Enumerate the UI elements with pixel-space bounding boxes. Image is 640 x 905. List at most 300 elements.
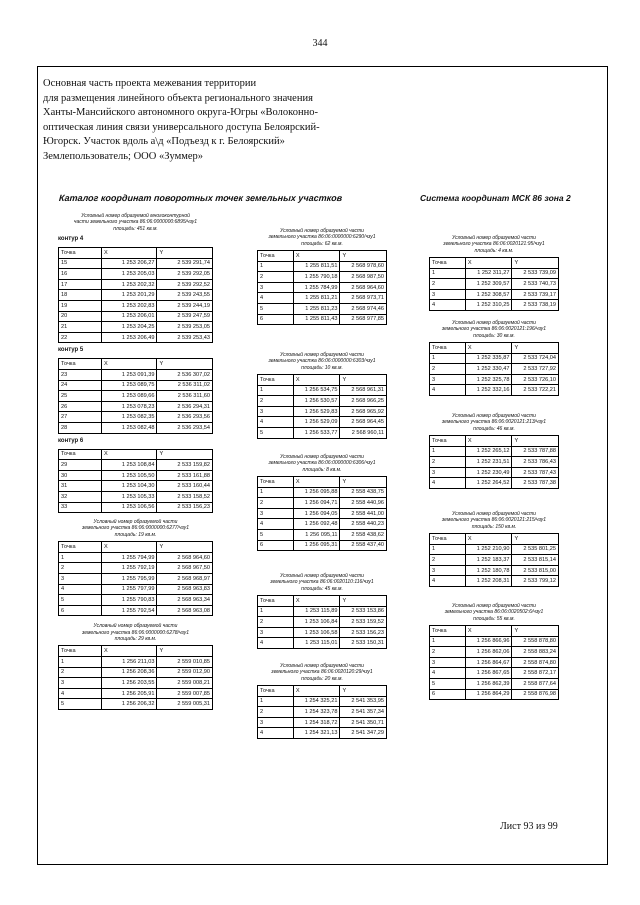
table-cell: 2 533 726,10 (512, 374, 559, 385)
table-cell: 2 558 438,62 (340, 529, 387, 540)
col-header: X (465, 343, 512, 354)
table-cell: 2 541 350,71 (340, 717, 387, 728)
table-cell: 1 256 094,05 (293, 508, 340, 519)
area-caption (58, 623, 213, 642)
table-cell: 15 (59, 258, 102, 269)
table-row (258, 707, 387, 718)
table-cell: 1 255 795,99 (102, 573, 157, 584)
coord-table (257, 595, 387, 649)
table-cell: 2 533 738,19 (512, 300, 559, 311)
col-header: Точка (258, 686, 294, 697)
table-cell: 1 256 867,65 (465, 668, 512, 679)
table-cell: 3 (430, 565, 466, 576)
coord-table (257, 250, 387, 325)
table-header (59, 359, 213, 370)
caption-line: Условный номер образуемой части (280, 352, 364, 358)
table-cell: 1 (258, 487, 294, 498)
table-row (59, 369, 213, 380)
table-cell: 1 256 095,11 (293, 529, 340, 540)
table-cell: 2 559 010,85 (157, 656, 213, 667)
table-cell: 1 253 201,29 (102, 290, 157, 301)
table-row (258, 519, 387, 530)
table-cell: 2 558 874,80 (512, 657, 559, 668)
col-header: Y (157, 542, 213, 553)
caption-line: площадь: 10 кв.м. (301, 364, 343, 371)
table-cell: 2 533 815,00 (512, 565, 559, 576)
caption-line: земельного участка 86:06:0000000:6277/чзу1 (82, 525, 189, 532)
col-header: X (293, 596, 340, 607)
table-row (258, 303, 387, 314)
caption-line: Условный номер образуемой части (93, 519, 178, 526)
table-cell: 2 533 799,12 (512, 576, 559, 587)
table-cell: 1 252 231,51 (465, 457, 512, 468)
table-cell: 2 (430, 647, 466, 658)
table-cell: 1 253 106,58 (293, 627, 340, 638)
area-caption (257, 352, 387, 371)
table-header (59, 449, 213, 460)
table-row (59, 699, 213, 710)
table-cell: 3 (258, 717, 294, 728)
table-cell: 2 558 876,98 (512, 689, 559, 700)
table-row (59, 656, 213, 667)
table-cell: 1 252 208,31 (465, 576, 512, 587)
table-cell: 2 539 253,43 (157, 332, 213, 343)
table-cell: 19 (59, 300, 102, 311)
col-header: X (293, 686, 340, 697)
table-row (430, 374, 559, 385)
table-cell: 2 (59, 667, 102, 678)
table-cell: 2 533 724,04 (512, 353, 559, 364)
table-row (258, 617, 387, 628)
col-header: X (293, 477, 340, 488)
table-row (430, 657, 559, 668)
caption-line: земельного участка 86:06:0000000:6278/чзу1 (82, 629, 189, 636)
table-cell: 6 (430, 689, 466, 700)
table-cell: 1 254 318,72 (293, 717, 340, 728)
coord-table (429, 435, 559, 489)
area-caption (58, 213, 213, 232)
caption-line: земельного участка 86:06:0000000:6290/чзу1 (268, 234, 376, 241)
table-cell: 2 533 739,09 (512, 268, 559, 279)
table-cell: 1 252 310,25 (465, 300, 512, 311)
coord-table (58, 358, 213, 433)
table-row (59, 391, 213, 402)
caption-line: земельного участка 86:06:0000000:6306/чзу1 (268, 460, 376, 467)
caption-line: Условный номер образуемой части (280, 573, 364, 579)
table-cell: 2 558 872,17 (512, 668, 559, 679)
table-cell: 3 (59, 678, 102, 689)
table-row (430, 544, 559, 555)
col-header: Точка (258, 596, 294, 607)
table-row (59, 332, 213, 343)
table-cell: 1 252 308,57 (465, 289, 512, 300)
table-cell: 1 256 864,29 (465, 689, 512, 700)
table-row (430, 576, 559, 587)
area-caption (257, 573, 387, 592)
table-cell: 1 254 323,78 (293, 707, 340, 718)
caption-line: площадь: 19 кв.м. (114, 531, 157, 538)
table-row (59, 552, 213, 563)
table-cell: 3 (430, 374, 466, 385)
table-row (59, 290, 213, 301)
table-cell: 1 252 264,52 (465, 478, 512, 489)
table-cell: 2 (258, 396, 294, 407)
table-cell: 1 (430, 446, 466, 457)
table-cell: 33 (59, 502, 102, 513)
table-cell: 2 558 440,23 (340, 519, 387, 530)
table-cell: 4 (430, 668, 466, 679)
table-cell: 1 253 206,27 (102, 258, 157, 269)
table-row (59, 460, 213, 471)
header-line: оптическая линия связи универсального доступа Белоярский- (43, 121, 320, 133)
table-cell: 1 252 335,87 (465, 353, 512, 364)
table-row (258, 638, 387, 649)
col-header: Точка (258, 251, 294, 262)
table-cell: 1 253 206,49 (102, 332, 157, 343)
table-cell: 1 (430, 268, 466, 279)
table-cell: 1 252 311,27 (465, 268, 512, 279)
table-cell: 1 253 089,75 (102, 380, 157, 391)
table-row (59, 573, 213, 584)
table-cell: 21 (59, 322, 102, 333)
table-cell: 2 533 156,23 (340, 627, 387, 638)
table-cell: 1 253 105,50 (102, 470, 157, 481)
table-cell: 2 541 353,95 (340, 696, 387, 707)
table-cell: 2 558 883,24 (512, 647, 559, 658)
table-row (59, 688, 213, 699)
table-cell: 1 255 811,23 (293, 303, 340, 314)
table-cell: 2 533 159,82 (157, 460, 213, 471)
table-cell: 1 252 332,16 (465, 385, 512, 396)
table-row (430, 565, 559, 576)
table-row (430, 668, 559, 679)
catalog-title: Каталог координат поворотных точек земельных участков (58, 193, 343, 203)
col-header: Y (157, 449, 213, 460)
table-row (430, 689, 559, 700)
table-cell: 23 (59, 369, 102, 380)
table-row (59, 279, 213, 290)
table-row (430, 467, 559, 478)
table-cell: 2 (430, 555, 466, 566)
coord-table (58, 449, 213, 514)
caption-line: Условный номер образуемой части (280, 663, 364, 669)
table-row (430, 300, 559, 311)
sheet-footer: Лист 93 из 99 (500, 821, 558, 832)
table-header (430, 534, 559, 545)
caption-line: Условный номер образуемой части (452, 320, 536, 326)
table-cell: 1 256 203,55 (102, 678, 157, 689)
table-cell: 2 536 294,31 (157, 401, 213, 412)
table-cell: 2 533 786,43 (512, 457, 559, 468)
caption-line: площадь: 4 кв.м. (474, 247, 514, 254)
table-cell: 2 539 243,55 (157, 290, 213, 301)
table-cell: 2 533 158,52 (157, 491, 213, 502)
table-cell: 2 568 987,50 (340, 272, 387, 283)
table-cell: 2 (258, 272, 294, 283)
table-cell: 2 568 973,71 (340, 293, 387, 304)
caption-line: Условный номер образуемой части (280, 228, 364, 234)
table-cell: 1 255 794,99 (102, 552, 157, 563)
table-cell: 1 256 862,39 (465, 678, 512, 689)
table-cell: 26 (59, 401, 102, 412)
table-cell: 28 (59, 422, 102, 433)
table-row (59, 502, 213, 513)
col-header: Точка (59, 449, 102, 460)
caption-line: Условный номер образуемой части (280, 454, 364, 460)
table-row (430, 478, 559, 489)
table-cell: 1 253 108,84 (102, 460, 157, 471)
table-cell: 1 252 183,37 (465, 555, 512, 566)
area-caption (429, 511, 559, 530)
col-header: Точка (59, 359, 102, 370)
table-cell: 3 (430, 289, 466, 300)
table-row (258, 696, 387, 707)
table-row (258, 508, 387, 519)
coord-table (58, 645, 213, 710)
table-row (258, 498, 387, 509)
table-cell: 5 (258, 303, 294, 314)
table-cell: 4 (430, 478, 466, 489)
table-cell: 2 533 722,21 (512, 385, 559, 396)
header-line: Югорск. Участок вдоль а\д «Подъезд к г. Белоярский» (43, 136, 285, 147)
table-cell: 1 256 211,03 (102, 656, 157, 667)
table-cell: 1 252 210,90 (465, 544, 512, 555)
table-row (430, 385, 559, 396)
table-cell: 2 539 291,74 (157, 258, 213, 269)
table-row (430, 279, 559, 290)
table-cell: 2 539 292,05 (157, 269, 213, 280)
table-cell: 4 (59, 688, 102, 699)
table-cell: 31 (59, 481, 102, 492)
table-cell: 5 (430, 678, 466, 689)
col-header: Y (340, 251, 387, 262)
table-row (258, 406, 387, 417)
table-cell: 1 253 202,83 (102, 300, 157, 311)
coord-table (58, 247, 213, 343)
table-cell: 2 536 293,54 (157, 422, 213, 433)
table-cell: 27 (59, 412, 102, 423)
table-row (258, 529, 387, 540)
area-caption (257, 228, 387, 247)
area-caption (429, 413, 559, 432)
table-cell: 2 533 161,88 (157, 470, 213, 481)
table-cell: 1 (258, 385, 294, 396)
table-cell: 2 (430, 457, 466, 468)
table-header (258, 251, 387, 262)
table-cell: 1 253 089,66 (102, 391, 157, 402)
table-cell: 2 539 244,19 (157, 300, 213, 311)
col-header: Y (157, 359, 213, 370)
table-row (59, 412, 213, 423)
table-row (59, 667, 213, 678)
coord-system: Система координат МСК 86 зона 2 (420, 193, 571, 203)
table-cell: 1 (59, 552, 102, 563)
col-header: Y (340, 375, 387, 386)
table-cell: 4 (258, 519, 294, 530)
coord-table (429, 342, 559, 396)
table-cell: 1 253 082,48 (102, 422, 157, 433)
table-cell: 1 253 115,01 (293, 638, 340, 649)
area-caption (429, 235, 559, 254)
table-row (258, 417, 387, 428)
table-row (258, 427, 387, 438)
col-header: Y (157, 248, 213, 259)
table-header (258, 596, 387, 607)
table-cell: 2 533 787,88 (512, 446, 559, 457)
table-cell: 1 254 325,21 (293, 696, 340, 707)
table-cell: 2 533 150,31 (340, 638, 387, 649)
caption-line: Условный номер образуемой части (452, 511, 536, 517)
table-cell: 1 256 094,71 (293, 498, 340, 509)
coord-table (429, 533, 559, 587)
table-header (430, 343, 559, 354)
caption-line: земельного участка 86:06:0020121:213/чзу1 (441, 419, 547, 426)
table-cell: 2 539 253,05 (157, 322, 213, 333)
table-header (258, 477, 387, 488)
table-cell: 2 (258, 498, 294, 509)
table-cell: 2 568 963,34 (157, 595, 213, 606)
caption-line: Условный номер образуемой многоконтурной (81, 213, 190, 219)
table-cell: 2 559 005,31 (157, 699, 213, 710)
table-cell: 1 (430, 544, 466, 555)
contour-label: контур 4 (58, 236, 84, 242)
table-cell: 29 (59, 460, 102, 471)
table-cell: 6 (59, 605, 102, 616)
caption-line: Условный номер образуемой части (452, 413, 536, 419)
table-cell: 1 255 811,43 (293, 314, 340, 325)
col-header: X (102, 646, 157, 657)
caption-line: земельного участка 86:06:0000000:6303/чзу1 (268, 358, 376, 365)
table-row (258, 396, 387, 407)
table-cell: 3 (430, 467, 466, 478)
col-header: Точка (59, 248, 102, 259)
table-cell: 2 536 311,02 (157, 380, 213, 391)
table-cell: 4 (59, 584, 102, 595)
table-cell: 3 (258, 627, 294, 638)
area-caption (58, 519, 213, 538)
table-cell: 2 (430, 279, 466, 290)
table-cell: 1 253 091,39 (102, 369, 157, 380)
table-cell: 3 (258, 282, 294, 293)
table-cell: 6 (258, 540, 294, 551)
col-header: Точка (59, 542, 102, 553)
contour-label: контур 6 (58, 437, 84, 444)
col-header: X (102, 248, 157, 259)
table-cell: 1 (430, 636, 466, 647)
caption-line: Условный номер образуемой части (93, 623, 178, 630)
table-cell: 2 568 966,25 (340, 396, 387, 407)
table-cell: 1 253 082,35 (102, 412, 157, 423)
table-cell: 2 541 347,29 (340, 728, 387, 739)
table-cell: 3 (59, 573, 102, 584)
area-caption (257, 454, 387, 473)
table-cell: 1 253 115,89 (293, 606, 340, 617)
col-header: Точка (258, 477, 294, 488)
table-cell: 1 252 265,12 (465, 446, 512, 457)
table-cell: 1 256 095,31 (293, 540, 340, 551)
table-cell: 3 (430, 657, 466, 668)
coord-table (429, 625, 559, 700)
caption-line: площадь: 20 кв.м. (301, 675, 343, 682)
table-cell: 2 (258, 707, 294, 718)
table-row (430, 289, 559, 300)
caption-line: земельного участка 86:06:0020110:116/чзу1 (270, 579, 374, 586)
table-cell: 2 533 156,23 (157, 502, 213, 513)
table-cell: 1 256 095,88 (293, 487, 340, 498)
table-cell: 1 253 202,32 (102, 279, 157, 290)
table-cell: 4 (258, 728, 294, 739)
table-cell: 2 558 437,40 (340, 540, 387, 551)
table-cell: 1 256 862,06 (465, 647, 512, 658)
table-row (430, 555, 559, 566)
table-cell: 2 568 964,60 (157, 552, 213, 563)
table-header (59, 646, 213, 657)
table-cell: 1 253 106,56 (102, 502, 157, 513)
table-cell: 2 533 787,43 (512, 467, 559, 478)
caption-line: земельного участка 86:06:0020120:29/чзу1 (271, 669, 373, 676)
table-cell: 2 558 877,64 (512, 678, 559, 689)
table-row (430, 636, 559, 647)
table-cell: 1 255 792,54 (102, 605, 157, 616)
table-cell: 2 533 153,86 (340, 606, 387, 617)
caption-line: земельного участка 86:06:0020121:95/чзу1 (443, 241, 545, 248)
table-cell: 1 256 530,57 (293, 396, 340, 407)
table-row (59, 605, 213, 616)
caption-line: площадь: 46 кв.м. (473, 425, 515, 432)
table-row (258, 606, 387, 617)
header-line: для размещения линейного объекта регионального значения (43, 92, 313, 104)
table-cell: 1 255 797,99 (102, 584, 157, 595)
table-header (430, 626, 559, 637)
caption-line: части земельного участка 86:06:0000000:6895/чзу1 (73, 219, 198, 226)
table-header (430, 258, 559, 269)
col-header: Точка (430, 258, 466, 269)
table-cell: 5 (258, 427, 294, 438)
table-cell: 2 568 965,92 (340, 406, 387, 417)
table-row (59, 300, 213, 311)
table-cell: 5 (59, 699, 102, 710)
header-line: Ханты-Мансийского автономного округа-Югры «Волоконно- (43, 107, 318, 118)
coord-table (429, 257, 559, 311)
header-line: Землепользователь; ООО «Зуммер» (43, 150, 204, 162)
col-header: Y (340, 596, 387, 607)
table-row (59, 595, 213, 606)
col-header: X (465, 258, 512, 269)
page-number: 344 (312, 38, 328, 49)
table-cell: 1 253 204,25 (102, 322, 157, 333)
table-cell: 1 256 092,48 (293, 519, 340, 530)
table-cell: 2 568 963,08 (157, 605, 213, 616)
table-cell: 1 252 180,78 (465, 565, 512, 576)
col-header: Y (512, 626, 559, 637)
table-cell: 1 255 811,21 (293, 293, 340, 304)
table-cell: 1 252 325,78 (465, 374, 512, 385)
table-cell: 1 253 106,84 (293, 617, 340, 628)
table-row (258, 487, 387, 498)
table-cell: 2 533 787,38 (512, 478, 559, 489)
table-cell: 6 (258, 314, 294, 325)
table-cell: 2 536 307,02 (157, 369, 213, 380)
table-row (59, 481, 213, 492)
table-row (59, 380, 213, 391)
table-cell: 16 (59, 269, 102, 280)
table-row (258, 282, 387, 293)
table-cell: 1 256 866,96 (465, 636, 512, 647)
table-cell: 25 (59, 391, 102, 402)
col-header: X (465, 626, 512, 637)
caption-line: площадь: 62 кв.м. (301, 240, 343, 247)
table-row (258, 728, 387, 739)
